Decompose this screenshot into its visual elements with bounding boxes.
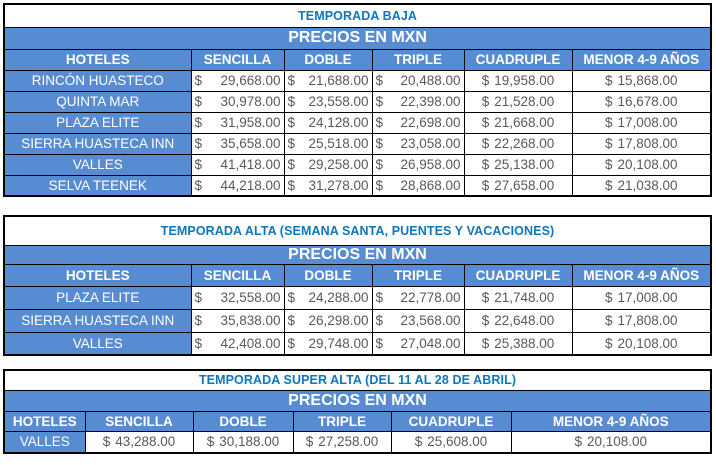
- hotel-name-cell: PLAZA ELITE: [4, 286, 191, 309]
- column-header-row: [4, 264, 711, 286]
- price-value: 28,868.00: [400, 177, 461, 193]
- currency-symbol: $: [481, 115, 490, 130]
- price-cell: [372, 309, 464, 332]
- price-value: 21,038.00: [617, 177, 678, 193]
- price-value: 26,298.00: [308, 313, 369, 328]
- price-cell: [284, 332, 372, 355]
- currency-symbol: $: [604, 177, 613, 193]
- currency-symbol: $: [194, 313, 203, 328]
- hotel-row: [4, 175, 711, 196]
- price-value: 43,288.00: [115, 434, 176, 450]
- col-header-cuadruple: CUADRUPLE: [464, 264, 572, 286]
- col-header-sencilla: SENCILLA: [85, 411, 193, 431]
- column-header-row: [4, 411, 711, 431]
- hotel-name-cell: QUINTA MAR: [4, 91, 191, 112]
- price-value: 21,748.00: [494, 290, 555, 305]
- price-cell: [193, 431, 293, 453]
- currency-symbol: $: [604, 313, 613, 328]
- price-cell: [372, 286, 464, 309]
- currency-symbol: $: [287, 157, 296, 172]
- currency-symbol: $: [375, 177, 384, 193]
- currency-symbol: $: [206, 434, 215, 450]
- price-cell: [284, 286, 372, 309]
- currency-symbol: $: [194, 73, 203, 88]
- price-cell: [191, 286, 284, 309]
- column-header-row: [4, 49, 711, 70]
- currency-symbol: $: [604, 94, 613, 109]
- currency-symbol: $: [375, 313, 384, 328]
- price-value: 22,268.00: [494, 136, 555, 151]
- price-cell: [464, 332, 572, 355]
- col-header-hoteles: HOTELES: [4, 411, 85, 431]
- table-title: TEMPORADA BAJA: [4, 4, 711, 27]
- price-value: 30,188.00: [219, 434, 280, 450]
- currency-symbol: $: [375, 157, 384, 172]
- price-value: 21,668.00: [494, 115, 555, 130]
- hotel-name-cell: VALLES: [4, 431, 85, 453]
- price-cell: [284, 112, 372, 133]
- col-header-menor: MENOR 4-9 AÑOS: [572, 264, 711, 286]
- price-value: 31,958.00: [220, 115, 281, 130]
- price-cell: [191, 133, 284, 154]
- price-value: 26,958.00: [400, 157, 461, 172]
- col-header-cuadruple: CUADRUPLE: [464, 49, 572, 70]
- price-value: 30,978.00: [220, 94, 281, 109]
- price-cell: [372, 332, 464, 355]
- price-cell: [191, 154, 284, 175]
- price-value: 20,108.00: [617, 335, 678, 351]
- price-value: 29,258.00: [308, 157, 369, 172]
- col-header-doble: DOBLE: [284, 264, 372, 286]
- currency-symbol: $: [194, 115, 203, 130]
- temporada-super-alta-table: [3, 369, 712, 454]
- price-cell: [191, 332, 284, 355]
- currency-symbol: $: [194, 94, 203, 109]
- currency-symbol: $: [375, 115, 384, 130]
- currency-symbol: $: [375, 73, 384, 88]
- price-value: 17,808.00: [617, 313, 678, 328]
- price-value: 35,658.00: [220, 136, 281, 151]
- price-value: 17,808.00: [617, 136, 678, 151]
- currency-symbol: $: [604, 157, 613, 172]
- price-cell: [511, 431, 711, 453]
- table-title: TEMPORADA ALTA (SEMANA SANTA, PUENTES Y VACACIONES): [4, 216, 711, 245]
- price-value: 17,008.00: [617, 115, 678, 130]
- price-cell: [464, 286, 572, 309]
- price-cell: [464, 112, 572, 133]
- price-cell: [284, 309, 372, 332]
- price-cell: [464, 133, 572, 154]
- currency-banner: PRECIOS EN MXN: [4, 245, 711, 264]
- price-cell: [284, 154, 372, 175]
- price-value: 20,488.00: [400, 73, 461, 88]
- hotel-name-cell: SIERRA HUASTECA INN: [4, 309, 191, 332]
- price-value: 23,558.00: [308, 94, 369, 109]
- price-value: 19,958.00: [494, 73, 555, 88]
- hotel-row: [4, 91, 711, 112]
- price-cell: [572, 133, 711, 154]
- price-cell: [85, 431, 193, 453]
- price-cell: [464, 175, 572, 196]
- price-value: 27,258.00: [318, 434, 379, 450]
- table-title-row: [4, 370, 711, 390]
- hotel-row: [4, 133, 711, 154]
- price-cell: [191, 70, 284, 91]
- price-cell: [464, 309, 572, 332]
- currency-symbol: $: [604, 115, 613, 130]
- price-cell: [372, 175, 464, 196]
- col-header-menor: MENOR 4-9 AÑOS: [572, 49, 711, 70]
- price-cell: [572, 175, 711, 196]
- currency-symbol: $: [414, 434, 423, 450]
- currency-symbol: $: [574, 434, 582, 450]
- price-value: 27,048.00: [400, 335, 461, 351]
- col-header-cuadruple: CUADRUPLE: [391, 411, 511, 431]
- currency-symbol: $: [481, 73, 490, 88]
- col-header-doble: DOBLE: [193, 411, 293, 431]
- price-cell: [191, 175, 284, 196]
- currency-symbol: $: [481, 157, 490, 172]
- price-cell: [284, 133, 372, 154]
- price-value: 22,778.00: [400, 290, 461, 305]
- price-value: 29,668.00: [220, 73, 281, 88]
- price-value: 23,058.00: [400, 136, 461, 151]
- currency-banner-row: [4, 390, 711, 411]
- hotel-row: [4, 309, 711, 332]
- price-cell: [284, 91, 372, 112]
- currency-symbol: $: [481, 313, 490, 328]
- currency-symbol: $: [604, 136, 613, 151]
- currency-symbol: $: [194, 290, 203, 305]
- currency-symbol: $: [375, 290, 384, 305]
- temporada-baja-table: [3, 3, 712, 197]
- hotel-name-cell: VALLES: [4, 332, 191, 355]
- price-value: 21,528.00: [494, 94, 555, 109]
- price-value: 32,558.00: [220, 290, 281, 305]
- price-cell: [572, 332, 711, 355]
- currency-symbol: $: [287, 94, 296, 109]
- table-title-row: [4, 4, 711, 27]
- currency-symbol: $: [375, 335, 384, 351]
- currency-symbol: $: [194, 335, 203, 351]
- price-value: 31,278.00: [308, 177, 369, 193]
- table-title: TEMPORADA SUPER ALTA (DEL 11 AL 28 DE ABRIL): [4, 370, 711, 390]
- currency-symbol: $: [604, 290, 613, 305]
- currency-symbol: $: [375, 136, 384, 151]
- currency-symbol: $: [287, 335, 296, 351]
- currency-banner-row: [4, 27, 711, 49]
- price-value: 21,688.00: [308, 73, 369, 88]
- price-value: 17,008.00: [617, 290, 678, 305]
- currency-symbol: $: [287, 115, 296, 130]
- price-cell: [284, 175, 372, 196]
- hotel-name-cell: RINCÓN HUASTECO: [4, 70, 191, 91]
- price-value: 20,108.00: [587, 434, 648, 450]
- price-value: 25,608.00: [427, 434, 488, 450]
- price-cell: [372, 112, 464, 133]
- price-cell: [572, 309, 711, 332]
- currency-symbol: $: [194, 177, 203, 193]
- currency-symbol: $: [287, 73, 296, 88]
- price-value: 15,868.00: [617, 73, 678, 88]
- currency-symbol: $: [481, 94, 490, 109]
- price-value: 22,648.00: [494, 313, 555, 328]
- price-cell: [572, 286, 711, 309]
- price-cell: [372, 91, 464, 112]
- hotel-row: [4, 332, 711, 355]
- price-cell: [372, 133, 464, 154]
- currency-symbol: $: [287, 290, 296, 305]
- col-header-triple: TRIPLE: [293, 411, 391, 431]
- temporada-alta-table: [3, 215, 712, 356]
- col-header-menor: MENOR 4-9 AÑOS: [511, 411, 711, 431]
- currency-symbol: $: [481, 335, 490, 351]
- currency-symbol: $: [194, 157, 203, 172]
- price-value: 24,288.00: [308, 290, 369, 305]
- price-cell: [464, 154, 572, 175]
- price-cell: [464, 91, 572, 112]
- price-cell: [391, 431, 511, 453]
- hotel-row: [4, 431, 711, 453]
- price-value: 42,408.00: [220, 335, 281, 351]
- currency-banner: PRECIOS EN MXN: [4, 27, 711, 49]
- price-cell: [572, 154, 711, 175]
- price-value: 22,398.00: [400, 94, 461, 109]
- price-cell: [284, 70, 372, 91]
- hotel-name-cell: VALLES: [4, 154, 191, 175]
- hotel-name-cell: PLAZA ELITE: [4, 112, 191, 133]
- hotel-name-cell: SELVA TEENEK: [4, 175, 191, 196]
- price-value: 25,138.00: [494, 157, 555, 172]
- price-value: 24,128.00: [308, 115, 369, 130]
- currency-symbol: $: [604, 73, 613, 88]
- hotel-row: [4, 70, 711, 91]
- price-cell: [572, 70, 711, 91]
- currency-symbol: $: [481, 177, 490, 193]
- currency-symbol: $: [194, 136, 203, 151]
- hotel-pricing-sheet: [0, 3, 716, 465]
- price-value: 27,658.00: [494, 177, 555, 193]
- price-cell: [293, 431, 391, 453]
- col-header-sencilla: SENCILLA: [191, 49, 284, 70]
- currency-banner: PRECIOS EN MXN: [4, 390, 711, 411]
- col-header-hoteles: HOTELES: [4, 49, 191, 70]
- col-header-hoteles: HOTELES: [4, 264, 191, 286]
- price-cell: [372, 70, 464, 91]
- price-cell: [372, 154, 464, 175]
- currency-symbol: $: [305, 434, 314, 450]
- price-value: 41,418.00: [220, 157, 281, 172]
- price-cell: [572, 91, 711, 112]
- col-header-doble: DOBLE: [284, 49, 372, 70]
- currency-symbol: $: [375, 94, 384, 109]
- price-cell: [191, 309, 284, 332]
- currency-symbol: $: [287, 313, 296, 328]
- currency-symbol: $: [604, 335, 613, 351]
- price-cell: [572, 112, 711, 133]
- price-cell: [191, 91, 284, 112]
- table-title-row: [4, 216, 711, 245]
- price-value: 16,678.00: [617, 94, 678, 109]
- price-value: 22,698.00: [400, 115, 461, 130]
- hotel-row: [4, 154, 711, 175]
- price-value: 35,838.00: [220, 313, 281, 328]
- price-value: 44,218.00: [220, 177, 281, 193]
- currency-symbol: $: [287, 136, 296, 151]
- currency-symbol: $: [481, 290, 490, 305]
- price-value: 29,748.00: [308, 335, 369, 351]
- currency-symbol: $: [481, 136, 490, 151]
- price-cell: [191, 112, 284, 133]
- price-value: 25,518.00: [308, 136, 369, 151]
- currency-banner-row: [4, 245, 711, 264]
- currency-symbol: $: [102, 434, 111, 450]
- price-value: 25,388.00: [494, 335, 555, 351]
- col-header-sencilla: SENCILLA: [191, 264, 284, 286]
- price-value: 20,108.00: [617, 157, 678, 172]
- price-cell: [464, 70, 572, 91]
- col-header-triple: TRIPLE: [372, 264, 464, 286]
- price-value: 23,568.00: [400, 313, 461, 328]
- hotel-name-cell: SIERRA HUASTECA INN: [4, 133, 191, 154]
- hotel-row: [4, 112, 711, 133]
- hotel-row: [4, 286, 711, 309]
- col-header-triple: TRIPLE: [372, 49, 464, 70]
- currency-symbol: $: [287, 177, 296, 193]
